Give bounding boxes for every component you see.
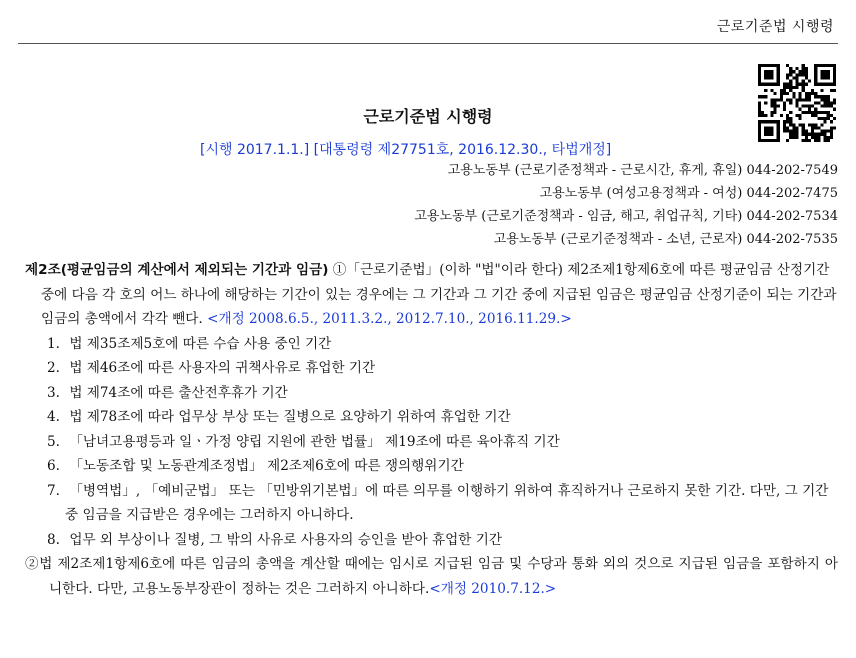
list-item: 8. 업무 외 부상이나 질병, 그 밖의 사유로 사용자의 승인을 받아 휴업한 기간 [47,531,502,548]
article-paragraph-2 [25,552,838,601]
contact-line: 고용노동부 (근로기준정책과 - 근로시간, 휴게, 휴일) 044-202-7549 [447,163,838,178]
contact-line: 고용노동부 (근로기준정책과 - 임금, 해고, 취업규칙, 기타) 044-202-7534 [414,209,838,224]
paragraph-text: ②법 제2조제1항제6호에 따른 임금의 총액을 계산할 때에는 임시로 지급된 임금 및 수당과 통화 외의 것으로 지급된 임금을 포함하지 아니한다. 다만, 고용노동부장관이 정하는 것은 그러하지 아니하다. [25,556,838,597]
contact-list [414,159,838,251]
document-title: 근로기준법 시행령 [363,107,493,126]
contact-line: 고용노동부 (여성고용정책과 - 여성) 044-202-7475 [539,186,838,201]
header-title: 근로기준법 시행령 [716,19,834,35]
list-item: 6. 「노동조합 및 노동관계조정법」 제2조제6호에 따른 쟁의행위기간 [47,458,464,474]
list-item: 1. 법 제35조제5호에 따른 수습 사용 중인 기간 [47,335,332,352]
item-list [25,332,838,553]
list-item: 7. 「병역법」, 「예비군법」 또는 「민방위기본법」에 따른 의무를 이행하기 위하여 휴직하거나 근로하지 못한 기간. 다만, 그 기간 중 임금을 지급받은 경우에는 그러하지 아니하다. [47,482,829,523]
list-item: 2. 법 제46조에 따른 사용자의 귀책사유로 휴업한 기간 [47,360,376,376]
amendment-link[interactable]: <개정 2010.7.12.> [429,580,557,597]
contact-line: 고용노동부 (근로기준정책과 - 소년, 근로자) 044-202-7535 [493,232,838,247]
list-item: 4. 법 제78조에 따라 업무상 부상 또는 질병으로 요양하기 위하여 휴업한 기간 [47,409,511,425]
list-item: 5. 「남녀고용평등과 일ㆍ가정 양립 지원에 관한 법률」 제19조에 따른 육아휴직 기간 [47,433,560,450]
header-divider [18,43,838,44]
amendment-link[interactable]: <개정 2008.6.5., 2011.3.2., 2012.7.10., 2016.11.29.> [207,311,572,327]
article-paragraph-1 [25,258,838,332]
list-item: 3. 법 제74조에 따른 출산전후휴가 기간 [47,384,288,401]
enforcement-info[interactable]: [시행 2017.1.1.] [대통령령 제27751호, 2016.12.30., 타법개정] [200,142,612,158]
article-heading: 제2조(평균임금의 계산에서 제외되는 기간과 임금) [25,262,329,278]
paragraph-text: ①「근로기준법」(이하 "법"이라 한다) 제2조제1항제6호에 따른 평균임금 산정기간 중에 다음 각 호의 어느 하나에 해당하는 기간이 있는 경우에는 그 기간과 그 기간 중에 지급된 임금은 평균임금 산정기준이 되는 기간과 임금의 총액에서 각각 뺀다. [41,262,837,327]
article-body [25,258,838,601]
qr-code-icon[interactable] [758,64,836,142]
